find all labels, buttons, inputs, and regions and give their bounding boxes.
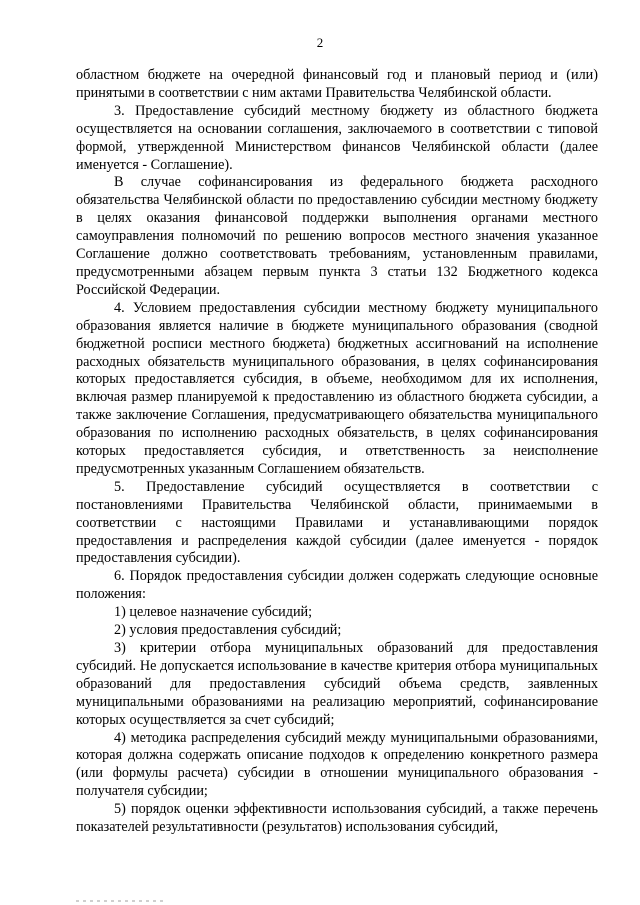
paragraph-item-5: 5. Предоставление субсидий осуществляется в соответствии с постановлениями Правительства Челябинской области, принимаемыми в соответствии с настоящими Правилами и устанавливающими порядок предоставления и распределения каждой субсидии (далее именуется - порядок предоставления субсидии).	[76, 478, 598, 567]
list-item-2: 2) условия предоставления субсидий;	[114, 622, 342, 639]
list-item-5: 5) порядок оценки эффективности использования субсидий, а также перечень показателей результативности (результатов) использования субсидий,	[76, 801, 598, 836]
paragraph-continuation: областном бюджете на очередной финансовый год и плановый период и (или) принятыми в соответствии с ним актами Правительства Челябинской области.	[76, 67, 598, 101]
list-item-1: 1) целевое назначение субсидий;	[114, 604, 313, 621]
list-item-3: 3) критерии отбора муниципальных образований для предоставления субсидий. Не допускается использование в качестве критерия отбора муниципальных образований для предоставления субсидий объема средств, заявленных муниципальными образованиями на реализацию мероприятий, софинансирование которых осуществляется за счет субсидий;	[76, 640, 598, 728]
list-item-4: 4) методика распределения субсидий между муниципальными образованиями, которая должна содержать описание подходов к определению конкретного размера (или формулы расчета) субсидии в отношении муниципального образования - получателя субсидии;	[76, 729, 598, 800]
scan-artifact	[76, 900, 166, 902]
paragraph-cofinancing: В случае софинансирования из федерального бюджета расходного обязательства Челябинской области по предоставлению субсидии местному бюджету в целях оказания финансовой поддержки выполнения органами местного самоуправления полномочий по решению вопросов местного значения указанное Соглашение должно соответствовать требованиям, установленным правилами, предусмотренными абзацем первым пункта 3 статьи 132 Бюджетного кодекса Российской Федерации.	[76, 174, 598, 298]
paragraph-item-4: 4. Условием предоставления субсидии местному бюджету муниципального образования является наличие в бюджете муниципального образования (сводной бюджетной росписи местного бюджета) бюджетных ассигнований на исполнение расходных обязательств муниципального образования, в целях софинансирования которых предоставляется субсидия, в объеме, необходимом для их исполнения, включая размер планируемой к предоставлению из областного бюджета субсидии, а также заключение Соглашения, предусматривающего обязательства муниципального образования по исполнению расходных обязательств, в целях софинансирования которых предоставляется субсидия, и ответственность за неисполнение предусмотренных указанным Соглашением обязательств.	[76, 299, 598, 477]
paragraph-item-6: 6. Порядок предоставления субсидии должен содержать следующие основные положения:	[76, 568, 598, 603]
paragraph-item-3: 3. Предоставление субсидий местному бюджету из областного бюджета осуществляется на основании соглашения, заключаемого в соответствии с типовой формой, утвержденной Министерством финансов Челябинской области (далее именуется - Соглашение).	[76, 102, 598, 173]
page-number: 2	[316, 35, 324, 50]
document-body	[76, 67, 598, 837]
